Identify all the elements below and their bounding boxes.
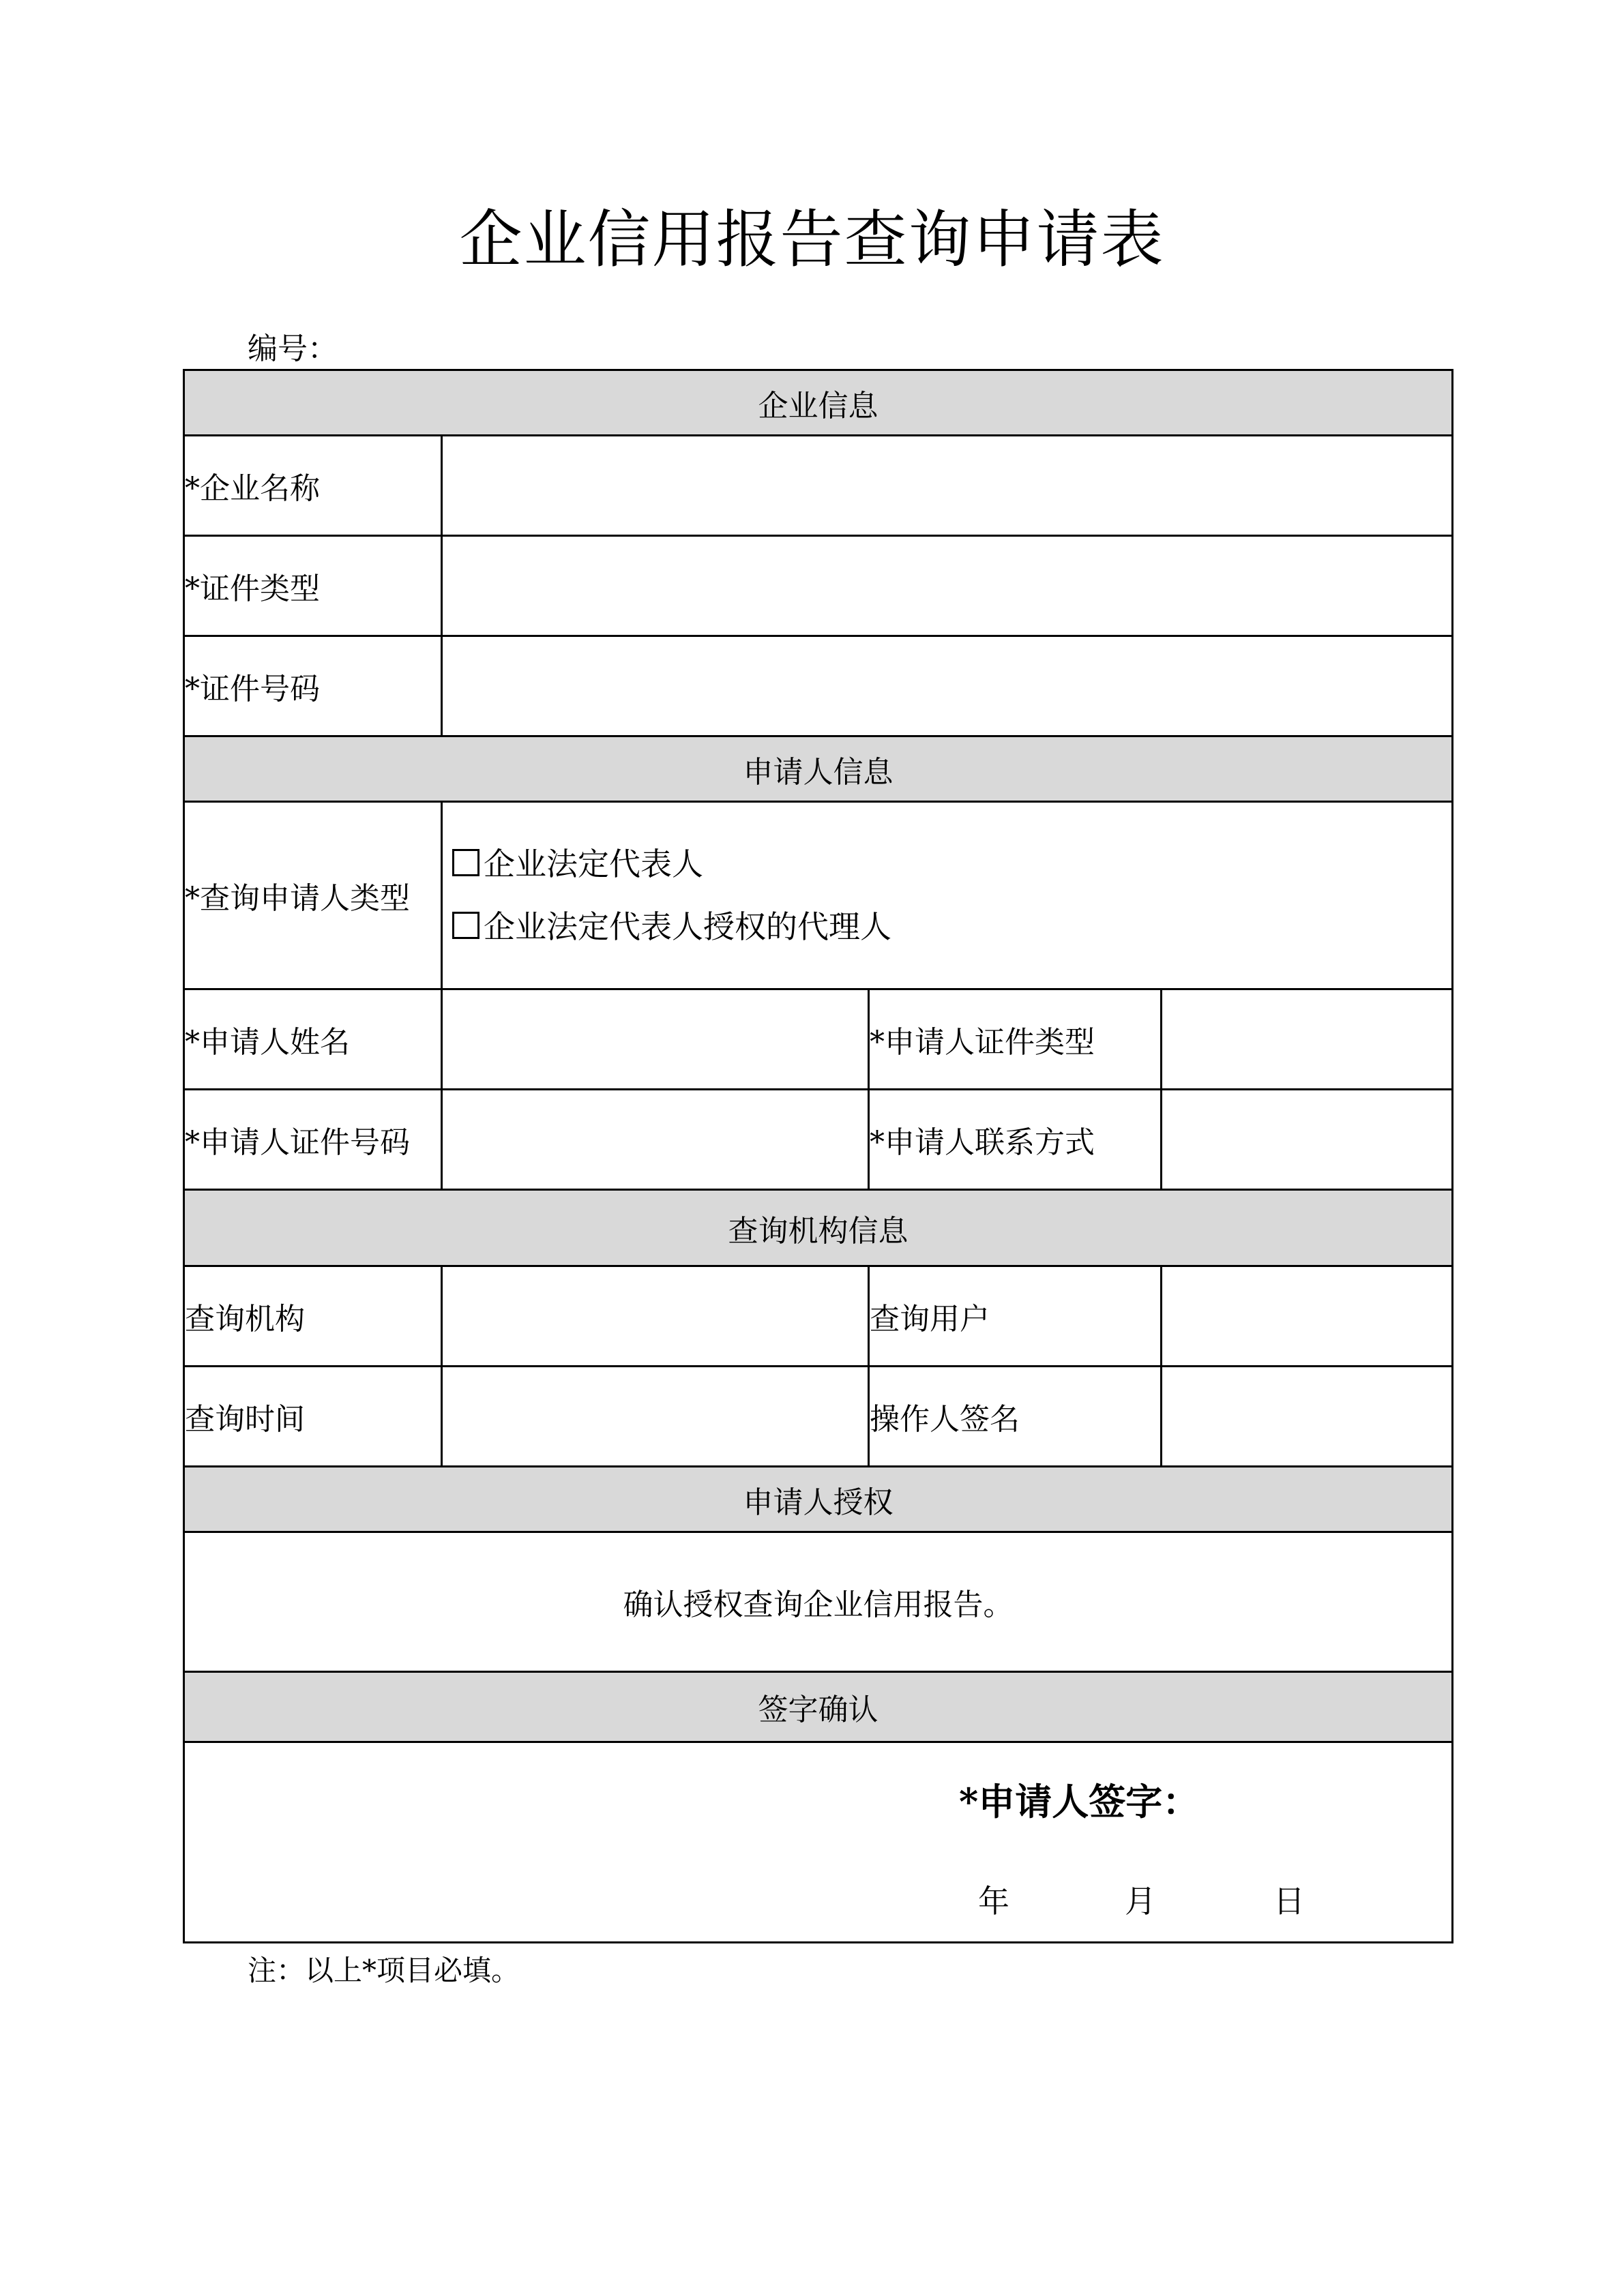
applicant-type-label: *查询申请人类型 <box>184 802 442 989</box>
query-time-label: 查询时间 <box>184 1367 442 1467</box>
applicant-type-option-legal-rep[interactable] <box>443 833 1451 895</box>
applicant-id-number-label: *申请人证件号码 <box>184 1090 442 1190</box>
operator-signature-field[interactable] <box>1162 1367 1453 1467</box>
applicant-signature-label: *申请人签字： <box>959 1780 1200 1823</box>
query-user-field[interactable] <box>1162 1266 1453 1367</box>
applicant-id-number-field[interactable] <box>442 1090 869 1190</box>
applicant-id-type-field[interactable] <box>1162 989 1453 1090</box>
date-year-label: 年 <box>978 1883 1009 1920</box>
section-row-enterprise <box>184 370 1453 436</box>
enterprise-id-number-field[interactable] <box>442 636 1453 736</box>
query-institution-field[interactable] <box>442 1266 869 1367</box>
query-time-field[interactable] <box>442 1367 869 1467</box>
query-institution-label: 查询机构 <box>184 1266 442 1367</box>
date-day-label: 日 <box>1273 1883 1305 1920</box>
section-header-institution: 查询机构信息 <box>184 1190 1453 1266</box>
query-user-label: 查询用户 <box>869 1266 1162 1367</box>
enterprise-id-type-field[interactable] <box>442 536 1453 636</box>
option-label: 企业法定代表人 <box>484 846 703 882</box>
applicant-name-label: *申请人姓名 <box>184 989 442 1090</box>
option-label: 企业法定代表人授权的代理人 <box>484 908 891 945</box>
enterprise-id-type-label: *证件类型 <box>184 536 442 636</box>
application-form-table <box>183 369 1453 1943</box>
applicant-contact-field[interactable] <box>1162 1090 1453 1190</box>
section-header-authorization: 申请人授权 <box>184 1467 1453 1532</box>
page-title: 企业信用报告查询申请表 <box>459 203 1165 276</box>
applicant-type-options <box>442 802 1453 989</box>
applicant-type-option-agent[interactable] <box>443 895 1451 958</box>
checkbox-icon[interactable] <box>452 912 479 939</box>
footnote: 注：以上*项目必填。 <box>248 1954 520 1987</box>
enterprise-id-number-label: *证件号码 <box>184 636 442 736</box>
checkbox-icon[interactable] <box>452 849 479 876</box>
section-header-applicant: 申请人信息 <box>184 736 1453 802</box>
enterprise-name-field[interactable] <box>442 436 1453 536</box>
applicant-id-type-label: *申请人证件类型 <box>869 989 1162 1090</box>
enterprise-name-label: *企业名称 <box>184 436 442 536</box>
operator-signature-label: 操作人签名 <box>869 1367 1162 1467</box>
applicant-name-field[interactable] <box>442 989 869 1090</box>
section-header-signature: 签字确认 <box>184 1672 1453 1742</box>
section-header-enterprise: 企业信息 <box>184 370 1453 436</box>
date-month-label: 月 <box>1125 1883 1156 1920</box>
serial-number-label: 编号： <box>248 331 338 366</box>
signature-area[interactable] <box>184 1742 1453 1943</box>
authorization-text: 确认授权查询企业信用报告。 <box>184 1532 1453 1672</box>
applicant-contact-label: *申请人联系方式 <box>869 1090 1162 1190</box>
